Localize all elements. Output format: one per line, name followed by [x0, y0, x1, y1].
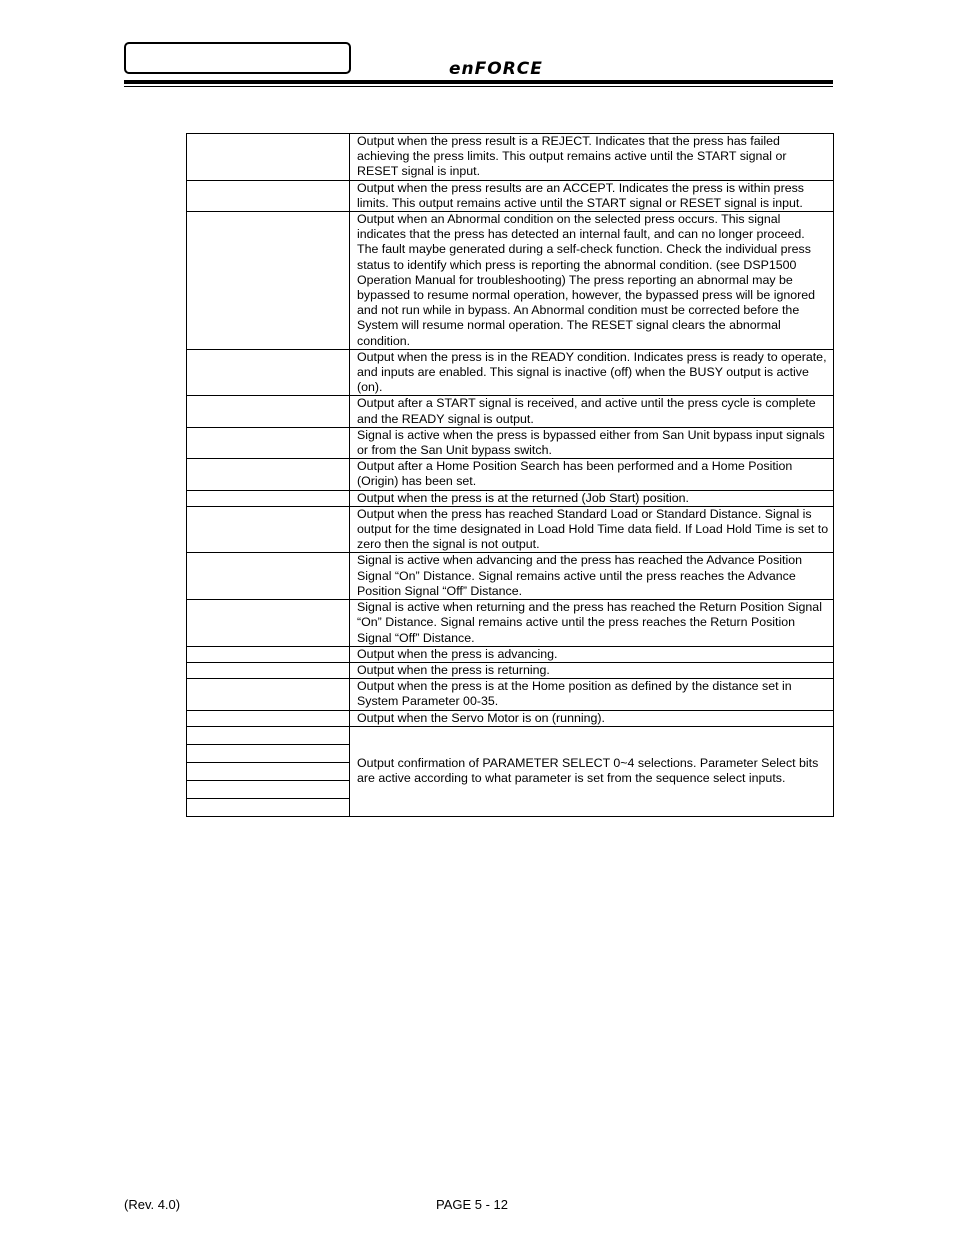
signal-name-cell: [187, 553, 350, 600]
signal-name-cell: [187, 780, 350, 798]
table-row: [187, 646, 834, 662]
table-row: [187, 553, 834, 600]
signal-name-cell: [187, 646, 350, 662]
signal-name-cell: [187, 662, 350, 678]
table-row: [187, 396, 834, 427]
header-rule-thick: [124, 80, 833, 84]
signal-description: Output after a Home Position Search has been performed and a Home Position (Origin) has been set.: [350, 459, 834, 490]
signal-name-cell: [187, 600, 350, 647]
revision-label: (Rev. 4.0): [124, 1197, 181, 1212]
signal-name-cell: [187, 679, 350, 710]
header-rule-thin: [124, 86, 833, 87]
signal-name-cell: [187, 744, 350, 762]
signal-description: Output when the press is in the READY condition. Indicates press is ready to operate, and inputs are enabled. This signal is inactive (off) when the BUSY output is active (on).: [350, 349, 834, 396]
table-row: [187, 212, 834, 350]
page-number: PAGE 5 - 12: [436, 1197, 509, 1212]
signal-description: Signal is active when advancing and the press has reached the Advance Position Signal “On” Distance. Signal remains active until the press reaches the Advance Position Signal “Off” Distance.: [350, 553, 834, 600]
table-row: [187, 490, 834, 506]
signal-description: Signal is active when returning and the press has reached the Return Position Signal “On” Distance. Signal remains active until the press reaches the Return Position Signal “Off” Distance.: [350, 600, 834, 647]
output-signal-table: [186, 133, 834, 817]
signal-name-cell: [187, 396, 350, 427]
signal-name-cell: [187, 490, 350, 506]
brand-logo: enFORCE: [449, 59, 543, 79]
signal-description: Output when the Servo Motor is on (running).: [350, 710, 834, 726]
signal-name-cell: [187, 427, 350, 458]
table-row: [187, 180, 834, 211]
signal-description: Output when the press has reached Standard Load or Standard Distance. Signal is output for the time designated in Load Hold Time data field. If Load Hold Time is set to zero then the signal is not output.: [350, 506, 834, 553]
signal-description: Output when the press results are an ACCEPT. Indicates the press is within press limits. This output remains active until the START signal or RESET signal is input.: [350, 180, 834, 211]
signal-description: Output after a START signal is received, and active until the press cycle is complete and the READY signal is output.: [350, 396, 834, 427]
table-row: [187, 710, 834, 726]
signal-name-cell: [187, 349, 350, 396]
signal-description: Output when the press is returning.: [350, 662, 834, 678]
table-row: [187, 662, 834, 678]
signal-description: Output when the press result is a REJECT. Indicates that the press has failed achieving the press limits. This output remains active until the START signal or RESET signal is input.: [350, 134, 834, 181]
table-row: [187, 679, 834, 710]
table-row: [187, 459, 834, 490]
signal-name-cell: [187, 726, 350, 744]
signal-name-cell: [187, 762, 350, 780]
table-row: [187, 600, 834, 647]
signal-description: Output when the press is at the Home position as defined by the distance set in System Parameter 00-35.: [350, 679, 834, 710]
signal-name-cell: [187, 506, 350, 553]
signal-description: Output when an Abnormal condition on the selected press occurs. This signal indicates that the press has detected an internal fault, and can no longer proceed. The fault maybe generated during a self-check function. Check the individual press status to identify which press is reporting the abnormal condition. (see DSP1500 Operation Manual for troubleshooting) The press reporting an abnormal may be bypassed to resume normal operation, however, the bypassed press will be ignored and not run while in bypass. An Abnormal condition must be corrected before the System will resume normal operation. The RESET signal clears the abnormal condition.: [350, 212, 834, 350]
signal-description: Signal is active when the press is bypassed either from San Unit bypass input signals or from the San Unit bypass switch.: [350, 427, 834, 458]
signal-name-cell: [187, 710, 350, 726]
table-row: [187, 506, 834, 553]
signal-description: Output when the press is advancing.: [350, 646, 834, 662]
table-row: [187, 134, 834, 181]
param-select-description: Output confirmation of PARAMETER SELECT 0~4 selections. Parameter Select bits are active according to what parameter is set from the sequence select inputs.: [350, 726, 834, 816]
signal-description: Output when the press is at the returned (Job Start) position.: [350, 490, 834, 506]
header-label-box: [124, 42, 351, 74]
table-row: [187, 427, 834, 458]
signal-name-cell: [187, 134, 350, 181]
table-row: [187, 726, 834, 744]
signal-name-cell: [187, 459, 350, 490]
table-row: [187, 349, 834, 396]
signal-name-cell: [187, 798, 350, 816]
signal-name-cell: [187, 180, 350, 211]
signal-name-cell: [187, 212, 350, 350]
